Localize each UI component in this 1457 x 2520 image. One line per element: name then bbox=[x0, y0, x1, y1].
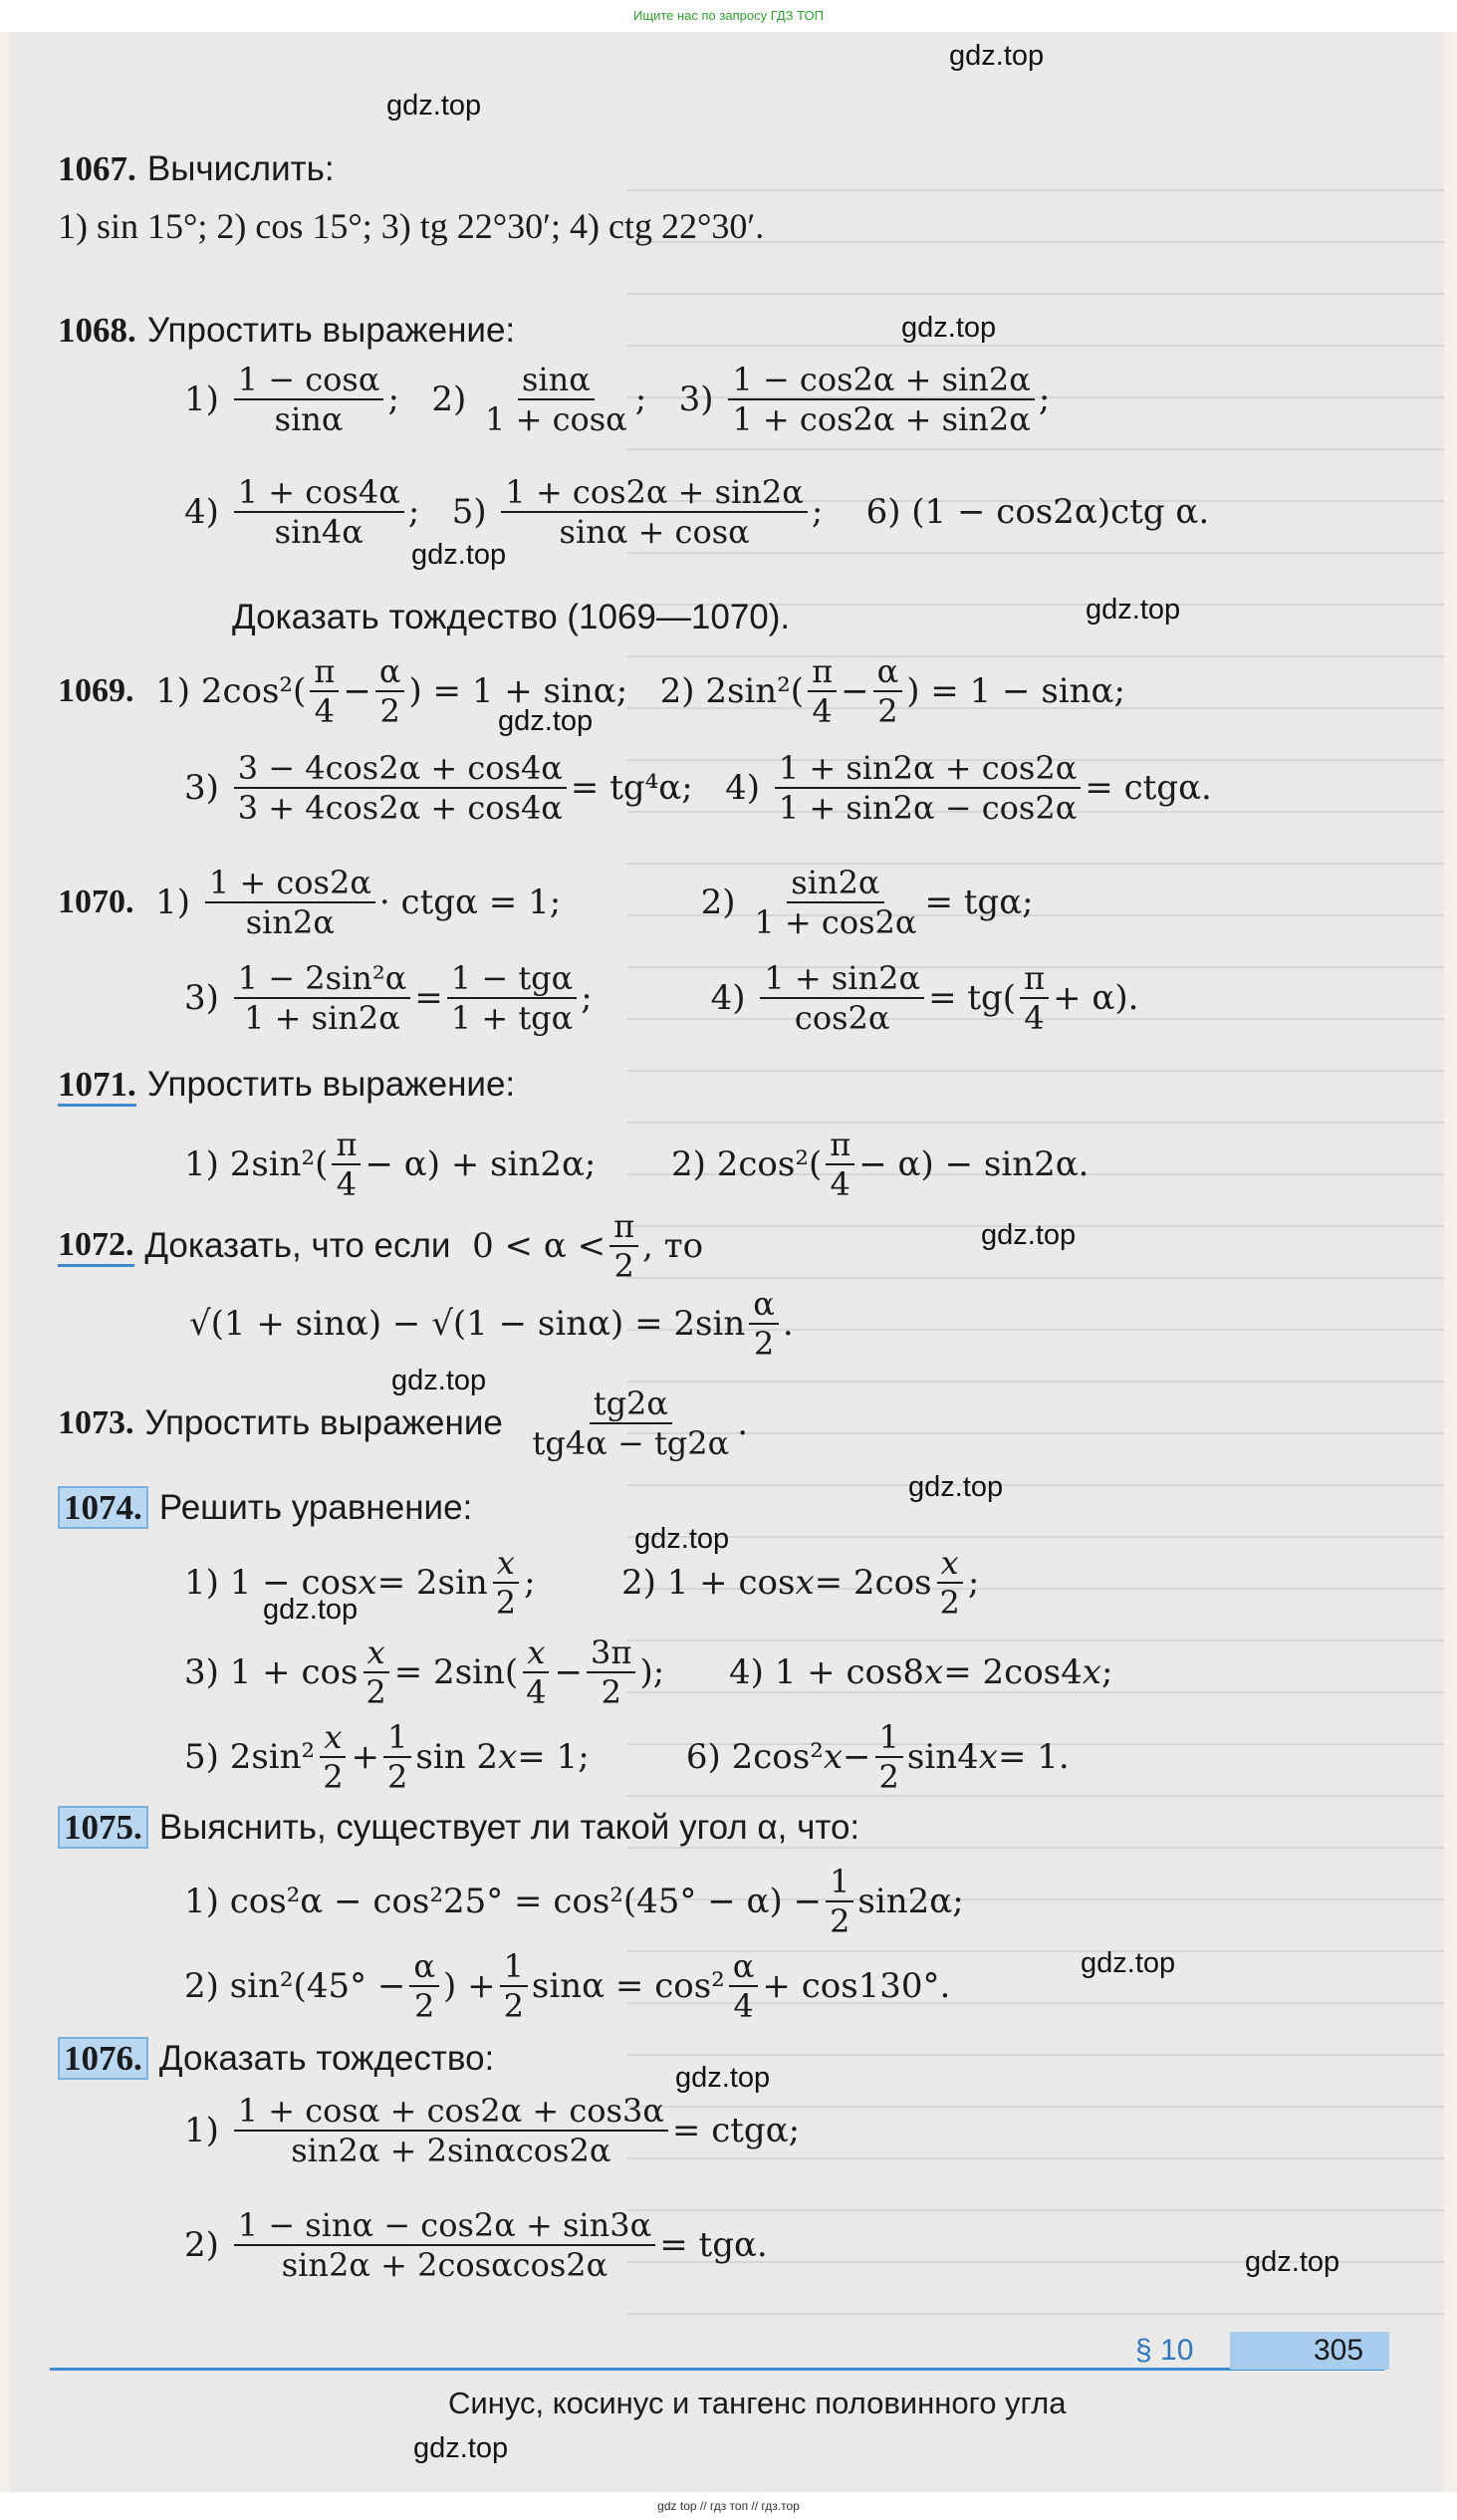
problem-1067-heading: 1067. Вычислить: bbox=[58, 149, 335, 188]
problem-1068-row1: 1) $\frac{1 - \cos\alpha}{\sin\alpha}$ ; 2) $\frac{\sin\alpha}{1 + \cos\alpha}$ ; 3) $\frac{1 - \cos 2\alpha + \sin 2\alpha}{1 + \cos 2\alpha + \sin 2\alpha}$ ; bbox=[184, 361, 1051, 438]
problem-1067-items: 1) sin 15°; 2) cos 15°; 3) tg 22°30′; 4) ctg 22°30′. bbox=[58, 206, 765, 246]
problem-1071-items: 1) 2sin²( $\frac{\pi}{4}$ − α) + sin2α; 2) 2cos²( $\frac{\pi}{4}$ − α) − sin2α. bbox=[184, 1126, 1090, 1203]
footer-caption: Синус, косинус и тангенс половинного угла bbox=[448, 2386, 1067, 2420]
watermark: gdz.top bbox=[981, 1219, 1077, 1251]
watermark: gdz.top bbox=[1245, 2246, 1340, 2278]
problem-1068-row2: 4) $\frac{1 + \cos 4\alpha}{\sin 4\alpha}$ ; 5) $\frac{1 + \cos 2\alpha + \sin 2\alpha}{\sin\alpha + \cos\alpha}$ ; 6) (1 − cos2α)ctg α. bbox=[184, 473, 1210, 551]
watermark: gdz.top bbox=[1081, 1947, 1176, 1979]
problem-1075-row1: 1) cos²α − cos²25° = cos²(45° − α) − $\frac{1}{2}$ sin2α; bbox=[184, 1863, 964, 1940]
problem-1075-heading: 1075. Выяснить, существует ли такой угол α, что: bbox=[58, 1806, 859, 1850]
prove-header: Доказать тождество (1069—1070). bbox=[232, 598, 791, 636]
footer-section-badge bbox=[1135, 2332, 1389, 2370]
problem-1071-heading: 1071. Упростить выражение: bbox=[58, 1063, 515, 1107]
problem-1069-row2: 3) $\frac{3 - 4\cos 2\alpha + \cos 4\alpha}{3 + 4\cos 2\alpha + \cos 4\alpha}$ = tg⁴α; 4) $\frac{1 + \sin 2\alpha + \cos 2\alpha}{1 + \sin 2\alpha - \cos 2\alpha}$ = ctgα. bbox=[184, 749, 1212, 827]
bottom-banner: gdz top // гдз топ // гдз.тор bbox=[0, 2492, 1457, 2520]
watermark: gdz.top bbox=[634, 1523, 730, 1555]
watermark: gdz.top bbox=[413, 2432, 509, 2464]
problem-1074-heading: 1074. Решить уравнение: bbox=[58, 1486, 472, 1530]
watermark: gdz.top bbox=[263, 1594, 359, 1626]
watermark: gdz.top bbox=[1086, 594, 1181, 626]
watermark: gdz.top bbox=[386, 90, 482, 122]
problem-1074-row1: 1) 1 − cos x = 2sin $\frac{x}{2}$ ; 2) 1 + cos x = 2cos $\frac{x}{2}$ ; bbox=[184, 1544, 980, 1622]
problem-1073-heading: 1073. Упростить выражение $\frac{tg2\alpha}{tg4\alpha - tg2\alpha}$ . bbox=[58, 1385, 749, 1462]
problem-1076-row1: 1) $\frac{1 + \cos\alpha + \cos 2\alpha + \cos 3\alpha}{\sin 2\alpha + 2\sin\alpha\cos 2\alpha}$ = ctgα; bbox=[184, 2092, 801, 2169]
page-number: 305 bbox=[1314, 2334, 1364, 2367]
section-label: § 10 bbox=[1135, 2334, 1194, 2367]
problem-1074-row2: 3) 1 + cos $\frac{x}{2}$ = 2sin( $\frac{x}{4}$ − $\frac{3\pi}{2}$ ); 4) 1 + cos8 x = 2cos4 x ; bbox=[184, 1634, 1113, 1711]
top-banner: Ищите нас по запросу ГДЗ ТОП bbox=[0, 0, 1457, 32]
problem-1074-row3: 5) 2sin² $\frac{x}{2}$ + $\frac{1}{2}$ sin 2 x = 1; 6) 2cos² x − $\frac{1}{2}$ sin4 x = 1. bbox=[184, 1718, 1070, 1796]
watermark: gdz.top bbox=[675, 2062, 771, 2094]
problem-1075-row2: 2) sin²(45° − $\frac{\alpha}{2}$ ) + $\frac{1}{2}$ sinα = cos² $\frac{\alpha}{4}$ + cos130°. bbox=[184, 1947, 951, 2025]
watermark: gdz.top bbox=[498, 705, 594, 737]
problem-1076-heading: 1076. Доказать тождество: bbox=[58, 2037, 494, 2081]
problem-1068-heading: 1068. Упростить выражение: bbox=[58, 311, 516, 350]
watermark: gdz.top bbox=[391, 1365, 487, 1396]
watermark: gdz.top bbox=[901, 312, 997, 344]
problem-1072-identity: √(1 + sinα) − √(1 − sinα) = 2sin $\frac{\alpha}{2}$ . bbox=[189, 1285, 794, 1363]
problem-1069-row1: 1069. 1) 2cos²( $\frac{\pi}{4}$ − $\frac{\alpha}{2}$ ) = 1 + sinα; 2) 2sin²( $\frac{\pi}{4}$ − $\frac{\alpha}{2}$ ) = 1 − sinα; bbox=[58, 652, 1125, 730]
problem-1072-heading: 1072. Доказать, что если 0 < α < $\frac{\pi}{2}$ , то bbox=[58, 1207, 704, 1285]
problem-1070-row1: 1070. 1) $\frac{1 + \cos 2\alpha}{\sin 2\alpha}$ · ctgα = 1; 2) $\frac{\sin 2\alpha}{1 + \cos 2\alpha}$ = tgα; bbox=[58, 864, 1034, 941]
watermark: gdz.top bbox=[949, 40, 1045, 72]
watermark: gdz.top bbox=[411, 539, 507, 571]
watermark: gdz.top bbox=[908, 1471, 1004, 1503]
problem-1070-row2: 3) $\frac{\text{1 − 2sin²α}}{1 + \sin 2\alpha}$ = $\frac{\text{1 − tgα}}{\text{1 + tgα}}$ ; 4) $\frac{1 + \sin 2\alpha}{\cos 2\alpha}$ = tg( $\frac{\pi}{4}$ + α). bbox=[184, 959, 1139, 1037]
problem-1076-row2: 2) $\frac{1 - \sin\alpha - \cos 2\alpha + \sin 3\alpha}{\sin 2\alpha + 2\cos\alpha\cos 2\alpha}$ = tgα. bbox=[184, 2206, 768, 2284]
